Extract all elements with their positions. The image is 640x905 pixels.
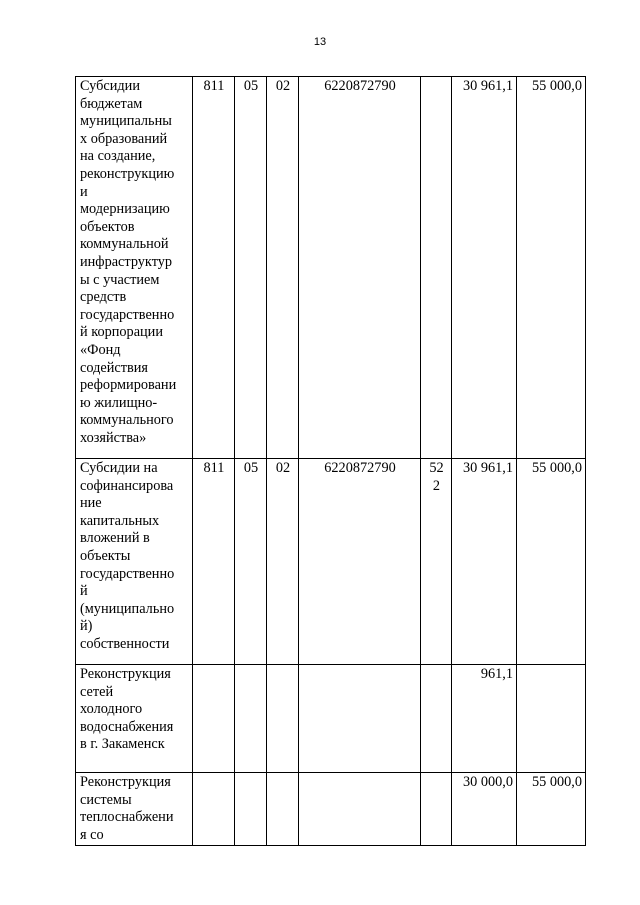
ministry-code-cell [193,665,235,773]
expense-type-cell [421,459,452,665]
amount-current: 30 961,1 [462,460,513,476]
item-name: Субсидии бюджетам муниципальны х образований на создание, реконструкцию и модернизацию объектов коммунальной инфраструктур ы с участием средств государственно й корпорации «Фонд содействия реформировани ю жилищно- коммунального хозяйства» [80,78,177,446]
target-article-cell [299,459,421,665]
ministry-code: 811 [203,78,225,94]
table-row [76,665,586,773]
amount-current: 961,1 [480,666,513,682]
amount-current-cell [452,77,517,459]
expense-type-cell [421,665,452,773]
ministry-code-cell [193,77,235,459]
table-row [76,77,586,459]
amount-next: 55 000,0 [531,78,582,94]
table-row [76,773,586,846]
amount-current-cell [452,665,517,773]
amount-next-cell [517,665,586,773]
section-code: 05 [243,460,259,476]
ministry-code-cell [193,459,235,665]
expense-type: 52 2 [429,460,444,494]
amount-current: 30 000,0 [462,774,513,790]
subsection-code-cell [267,665,299,773]
amount-next-cell [517,773,586,846]
budget-table [75,76,586,846]
subsection-code: 02 [275,460,291,476]
section-code-cell [235,773,267,846]
section-code-cell [235,665,267,773]
item-name: Реконструкция сетей холодного водоснабжения в г. Закаменск [80,666,174,753]
expense-type-cell [421,773,452,846]
amount-current-cell [452,459,517,665]
subsection-code-cell [267,773,299,846]
target-article: 6220872790 [324,78,396,94]
item-name: Субсидии на софинансирова ние капитальных вложений в объекты государственно й (муниципально й) собственности [80,460,175,652]
target-article-cell [299,665,421,773]
amount-current-cell [452,773,517,846]
page-number: 13 [313,36,327,48]
amount-next-cell [517,459,586,665]
section-code: 05 [243,78,259,94]
amount-next-cell [517,77,586,459]
subsection-code-cell [267,459,299,665]
item-name-cell [76,459,193,665]
target-article: 6220872790 [324,460,396,476]
section-code-cell [235,459,267,665]
section-code-cell [235,77,267,459]
target-article-cell [299,77,421,459]
expense-type-cell [421,77,452,459]
item-name: Реконструкция системы теплоснабжени я со [80,774,174,843]
amount-current: 30 961,1 [462,78,513,94]
item-name-cell [76,665,193,773]
subsection-code-cell [267,77,299,459]
ministry-code: 811 [203,460,225,476]
item-name-cell [76,77,193,459]
item-name-cell [76,773,193,846]
ministry-code-cell [193,773,235,846]
subsection-code: 02 [275,78,291,94]
target-article-cell [299,773,421,846]
amount-next: 55 000,0 [531,460,582,476]
table-row [76,459,586,665]
amount-next: 55 000,0 [531,774,582,790]
